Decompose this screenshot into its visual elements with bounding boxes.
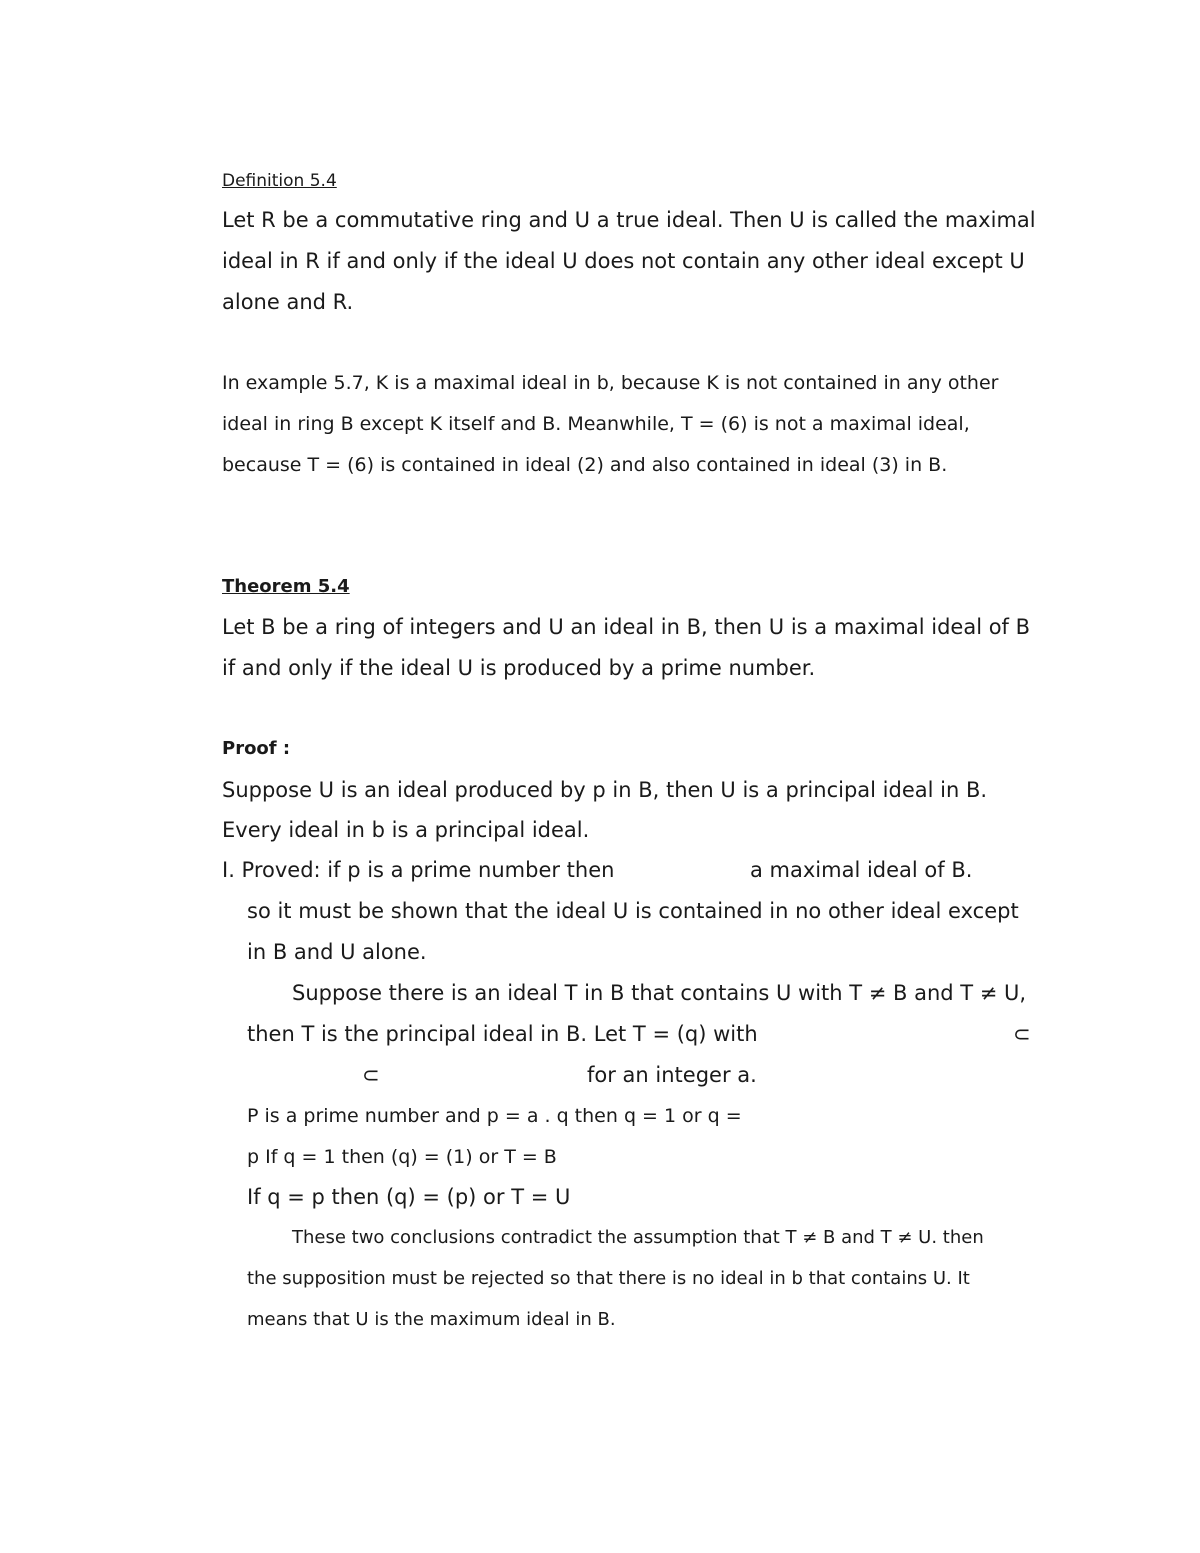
definition-line: alone and R.: [222, 290, 354, 314]
proof-intro-line: Suppose U is an ideal produced by p in B, then U is a principal ideal in B.: [222, 778, 988, 802]
proof-part1-right: a maximal ideal of B.: [750, 858, 973, 882]
definition-heading: Definition 5.4: [222, 171, 337, 191]
proof-conclusion-line: These two conclusions contradict the assumption that T ≠ B and T ≠ U. then: [292, 1227, 984, 1248]
proof-part1-left: I. Proved: if p is a prime number then: [222, 858, 615, 882]
definition-line: Let R be a commutative ring and U a true ideal. Then U is called the maximal: [222, 208, 1036, 232]
proof-shown-line: so it must be shown that the ideal U is contained in no other ideal except: [247, 899, 1019, 923]
proof-conclusion-line: the supposition must be rejected so that there is no ideal in b that contains U. It: [247, 1268, 970, 1289]
proof-prime-line: p If q = 1 then (q) = (1) or T = B: [247, 1146, 557, 1168]
theorem-line: if and only if the ideal U is produced by a prime number.: [222, 656, 816, 680]
proof-prime-line: P is a prime number and p = a . q then q = 1 or q =: [247, 1105, 742, 1127]
proof-label: Proof :: [222, 738, 291, 759]
example-line: In example 5.7, K is a maximal ideal in b, because K is not contained in any other: [222, 372, 999, 394]
proof-intro-line: Every ideal in b is a principal ideal.: [222, 818, 590, 842]
proof-principal-line: then T is the principal ideal in B. Let T = (q) with: [247, 1022, 758, 1046]
theorem-line: Let B be a ring of integers and U an ideal in B, then U is a maximal ideal of B: [222, 615, 1031, 639]
example-line: ideal in ring B except K itself and B. Meanwhile, T = (6) is not a maximal ideal,: [222, 413, 970, 435]
definition-line: ideal in R if and only if the ideal U does not contain any other ideal except U: [222, 249, 1025, 273]
theorem-heading: Theorem 5.4: [222, 576, 350, 597]
proof-shown-line: in B and U alone.: [247, 940, 427, 964]
proof-suppose-line: Suppose there is an ideal T in B that contains U with T ≠ B and T ≠ U,: [292, 981, 1027, 1005]
subset-symbol: ⊂: [362, 1063, 380, 1087]
proof-if-q-p-line: If q = p then (q) = (p) or T = U: [247, 1185, 571, 1209]
example-line: because T = (6) is contained in ideal (2) and also contained in ideal (3) in B.: [222, 454, 948, 476]
proof-integer-text: for an integer a.: [587, 1063, 757, 1087]
subset-symbol: ⊂: [1013, 1022, 1031, 1046]
proof-conclusion-line: means that U is the maximum ideal in B.: [247, 1309, 616, 1330]
